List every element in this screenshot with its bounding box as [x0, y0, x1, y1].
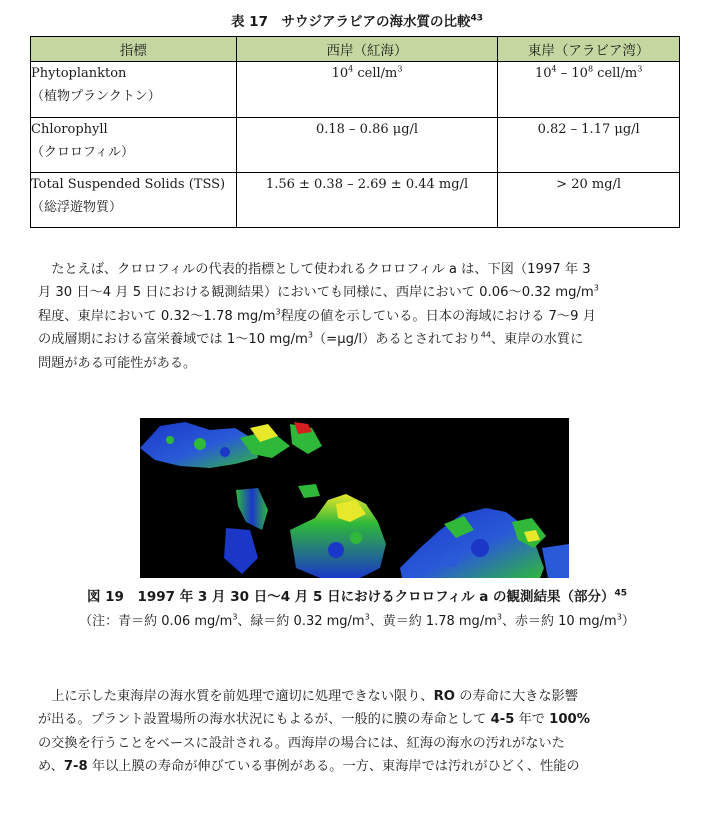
west-value: $10^4$ cell/$m^3$	[236, 62, 498, 118]
header-east: 東岸（アラビア湾）	[498, 37, 680, 62]
east-value: 0.82 – 1.17 μg/l	[498, 118, 680, 173]
table-row	[31, 118, 680, 173]
table-caption: 表 17 サウジアラビアの海水質の比較$^{43}$	[230, 13, 484, 30]
row-name: Chlorophyll （クロロフィル）	[31, 118, 237, 173]
table-row	[31, 173, 680, 228]
figure-caption: 図 19 1997 年 3 月 30 日～4 月 5 日におけるクロロフィル a の観測結果（部分）$^{45}$	[86, 588, 628, 605]
header-west: 西岸（紅海）	[236, 37, 498, 62]
row-name: Total Suspended Solids (TSS) （総浮遊物質）	[31, 173, 237, 228]
table-row	[31, 62, 680, 118]
chlorophyll-satellite-image	[140, 418, 569, 578]
header-indicator: 指標	[31, 37, 237, 62]
west-value: 1.56 ± 0.38 – 2.69 ± 0.44 mg/l	[236, 173, 498, 228]
paragraph-ro-membrane: 上に示した東海岸の海水質を前処理で適切に処理できない限り、RO の寿命に大きな影響 が出る。プラント設置場所の海水状況にもよるが、一般的に膜の寿命として 4-5 年で 100% の交換を行うことをベースに設計される。西海岸の場合には、紅海の海水の汚れがないた め、7-8 年以上膜の寿命が伸びている事例がある。一方、東海岸では汚れがひどく、性能の	[38, 689, 590, 775]
table-header-row	[31, 37, 680, 62]
comparison-table	[30, 36, 680, 228]
west-value: 0.18 – 0.86 μg/l	[236, 118, 498, 173]
paragraph-chlorophyll: たとえば、クロロフィルの代表的指標として使われるクロロフィル a は、下図（1997 年 3 月 30 日～4 月 5 日における観測結果）においても同様に、西岸において 0.06～0.32 $mg/m^3$ 程度、東岸において 0.32～1.78 $mg/m^3$程度の値を示している。日本の海域における 7～9 月 の成層期における富栄養域では 1～10 $mg/m^3(=\mu g/l)$あるとされており$^{44}$、東岸の水質に 問題がある可能性がある。	[38, 262, 599, 371]
east-value: > 20 mg/l	[498, 173, 680, 228]
figure-note: （注：青＝約 0.06 $mg/m^3$、緑＝約 0.32 $mg/m^3$、黄＝約 1.78 $mg/m^3$、赤＝約 10 $mg/m^3$）	[79, 612, 635, 629]
east-value: $10^4 - 10^8$ cell/$m^3$	[498, 62, 680, 118]
row-name: Phytoplankton （植物プランクトン）	[31, 62, 237, 118]
